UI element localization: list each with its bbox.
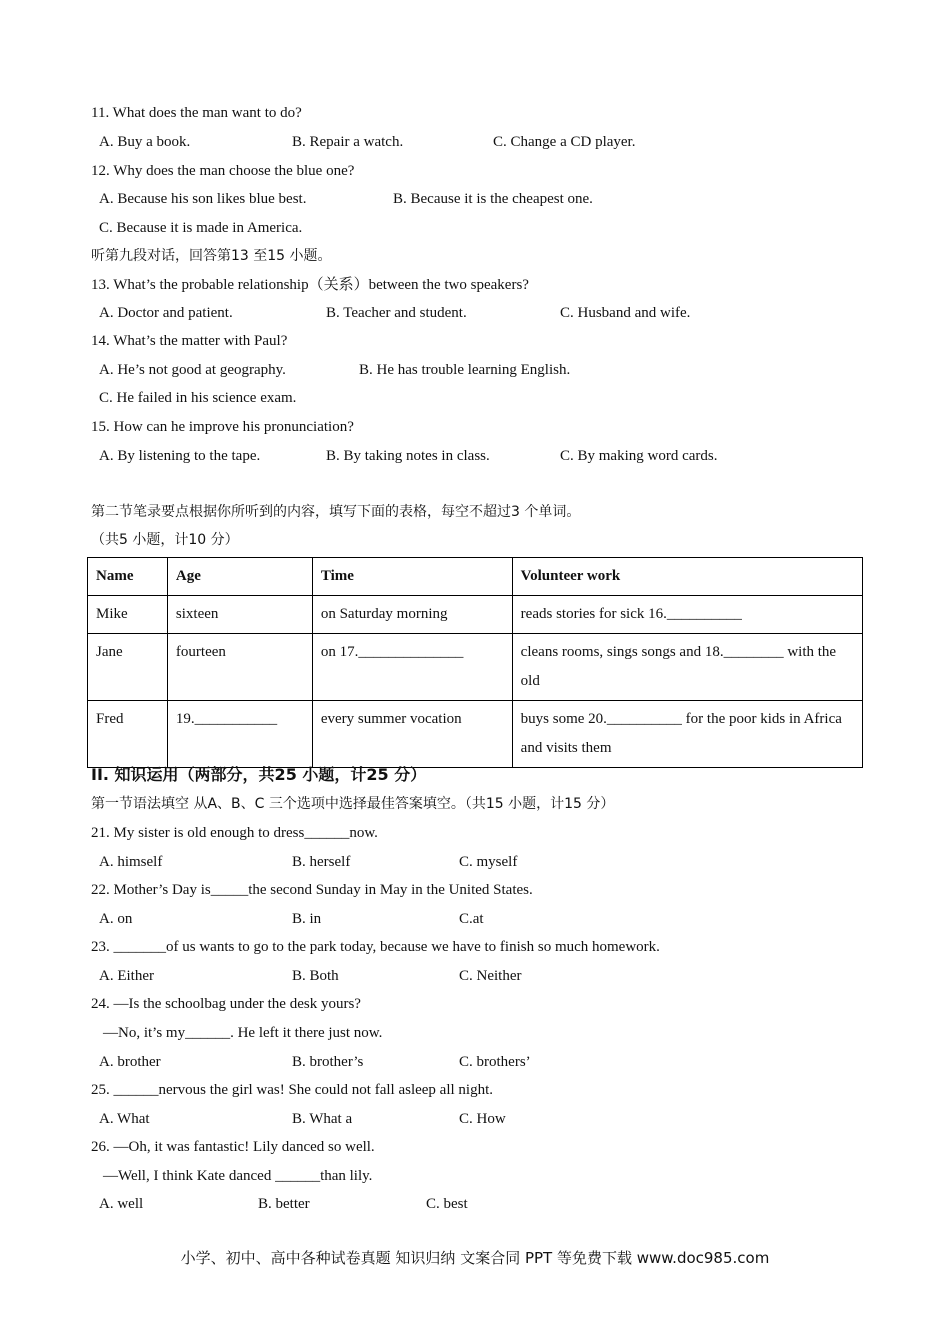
cell-time: every summer vocation [312, 701, 512, 768]
question-23-option-b: B. Both [292, 968, 339, 984]
question-22-stem: 22. Mother’s Day is_____the second Sunday in May in the United States. [91, 882, 533, 898]
question-12-option-c: C. Because it is made in America. [99, 220, 303, 236]
question-23-stem: 23. _______of us wants to go to the park today, because we have to finish so much homework. [91, 939, 660, 955]
question-21-stem: 21. My sister is old enough to dress______now. [91, 825, 378, 841]
question-15-option-a: A. By listening to the tape. [99, 448, 261, 464]
question-13-stem: 13. What’s the probable relationship（关系）between the two speakers? [91, 277, 529, 293]
question-26-option-b: B. better [258, 1196, 310, 1212]
question-23-option-a: A. Either [99, 968, 154, 984]
question-22-option-b: B. in [292, 911, 322, 927]
question-11-stem: 11. What does the man want to do? [91, 105, 302, 121]
question-26-option-a: A. well [99, 1196, 144, 1212]
page-footer: 小学、初中、高中各种试卷真题 知识归纳 文案合同 PPT 等免费下载 www.doc985.com [180, 1249, 770, 1267]
section-2-score: （共5 小题，计10 分） [91, 532, 239, 548]
question-13-option-a: A. Doctor and patient. [99, 305, 233, 321]
volunteer-table [87, 557, 863, 768]
section-9-intro: 听第九段对话，回答第13 至15 小题。 [91, 248, 332, 264]
part-2-section-1: 第一节语法填空 从A、B、C 三个选项中选择最佳答案填空。（共15 小题，计15 分） [91, 796, 615, 812]
question-14-stem: 14. What’s the matter with Paul? [91, 333, 288, 349]
question-11-option-c: C. Change a CD player. [493, 134, 636, 150]
question-25-stem: 25. ______nervous the girl was! She could not fall asleep all night. [91, 1082, 494, 1098]
cell-name: Mike [88, 596, 168, 634]
question-26-stem: 26. —Oh, it was fantastic! Lily danced so well. [91, 1139, 375, 1155]
question-15-option-b: B. By taking notes in class. [326, 448, 490, 464]
cell-time: on Saturday morning [312, 596, 512, 634]
question-14-option-b: B. He has trouble learning English. [359, 362, 571, 378]
header-time: Time [312, 558, 512, 596]
table-row [88, 701, 863, 768]
section-2-title: 第二节笔录要点根据你所听到的内容，填写下面的表格，每空不超过3 个单词。 [91, 504, 581, 520]
cell-name: Fred [88, 701, 168, 768]
cell-name: Jane [88, 634, 168, 701]
question-12-option-b: B. Because it is the cheapest one. [393, 191, 593, 207]
question-24-option-c: C. brothers’ [459, 1054, 531, 1070]
question-13-option-b: B. Teacher and student. [326, 305, 467, 321]
question-21-option-b: B. herself [292, 854, 351, 870]
cell-age: fourteen [167, 634, 312, 701]
question-11-option-a: A. Buy a book. [99, 134, 191, 150]
cell-age: 19.___________ [167, 701, 312, 768]
cell-volunteer-work: cleans rooms, sings songs and 18.________ with the old [512, 634, 862, 701]
cell-volunteer-work: reads stories for sick 16.__________ [512, 596, 862, 634]
header-name: Name [88, 558, 168, 596]
question-22-option-a: A. on [99, 911, 133, 927]
question-25-option-c: C. How [459, 1111, 506, 1127]
question-24-reply: —No, it’s my______. He left it there just now. [103, 1025, 383, 1041]
question-26-option-c: C. best [426, 1196, 468, 1212]
question-12-option-a: A. Because his son likes blue best. [99, 191, 307, 207]
question-11-option-b: B. Repair a watch. [292, 134, 404, 150]
question-24-stem: 24. —Is the schoolbag under the desk yours? [91, 996, 361, 1012]
question-24-option-a: A. brother [99, 1054, 161, 1070]
question-14-option-a: A. He’s not good at geography. [99, 362, 286, 378]
question-12-stem: 12. Why does the man choose the blue one? [91, 163, 355, 179]
question-25-option-b: B. What a [292, 1111, 353, 1127]
question-21-option-c: C. myself [459, 854, 518, 870]
cell-volunteer-work: buys some 20.__________ for the poor kids in Africa and visits them [512, 701, 862, 768]
table-row [88, 634, 863, 701]
cell-age: sixteen [167, 596, 312, 634]
table-row [88, 596, 863, 634]
question-15-option-c: C. By making word cards. [560, 448, 718, 464]
question-25-option-a: A. What [99, 1111, 150, 1127]
question-26-reply: —Well, I think Kate danced ______than lily. [103, 1168, 373, 1184]
question-24-option-b: B. brother’s [292, 1054, 364, 1070]
question-21-option-a: A. himself [99, 854, 163, 870]
question-14-option-c: C. He failed in his science exam. [99, 390, 297, 406]
question-15-stem: 15. How can he improve his pronunciation? [91, 419, 354, 435]
question-13-option-c: C. Husband and wife. [560, 305, 691, 321]
table-header-row [88, 558, 863, 596]
header-age: Age [167, 558, 312, 596]
part-2-title: II. 知识运用（两部分，共25 小题，计25 分） [91, 765, 427, 784]
question-22-option-c: C.at [459, 911, 484, 927]
header-volunteer-work: Volunteer work [512, 558, 862, 596]
cell-time: on 17.______________ [312, 634, 512, 701]
question-23-option-c: C. Neither [459, 968, 522, 984]
